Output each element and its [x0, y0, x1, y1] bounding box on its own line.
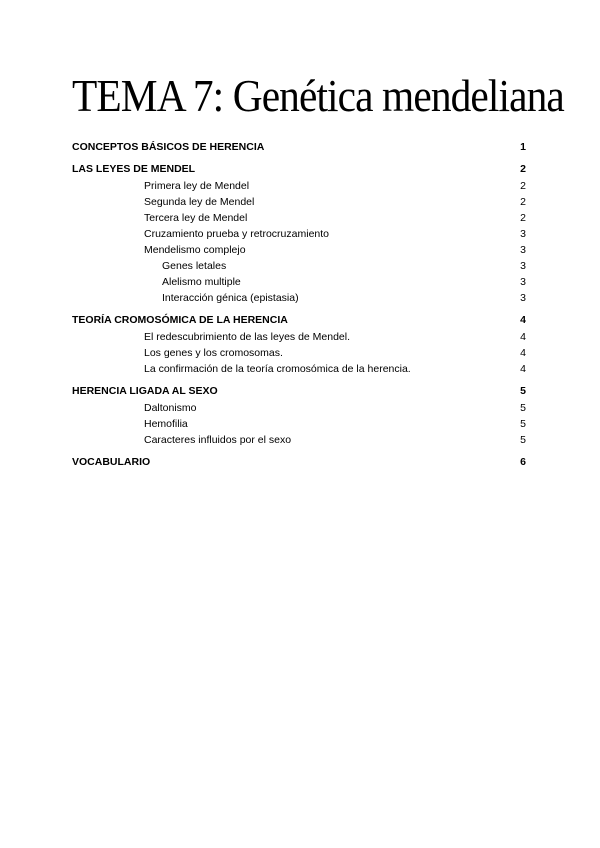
toc-entry[interactable]: [72, 345, 526, 361]
toc-page-number: 1: [520, 141, 526, 153]
toc-heading-label: TEORÍA CROMOSÓMICA DE LA HERENCIA: [72, 314, 288, 326]
toc-entry[interactable]: [72, 329, 526, 345]
toc-entry[interactable]: [72, 361, 526, 377]
toc-entry[interactable]: [72, 210, 526, 226]
toc-section-herencia-ligada: [72, 384, 526, 448]
toc-heading[interactable]: [72, 455, 526, 470]
toc-section-conceptos: [72, 140, 526, 155]
toc-page-number: 3: [520, 276, 526, 288]
toc-entry-label: Caracteres influidos por el sexo: [144, 434, 292, 446]
toc-page-number: 3: [520, 260, 526, 272]
toc-entry-label: Alelismo multiple: [162, 276, 241, 288]
toc-entry[interactable]: [72, 416, 526, 432]
toc-page-number: 6: [520, 456, 526, 468]
toc-subentry[interactable]: [72, 274, 526, 290]
toc-entry-label: Segunda ley de Mendel: [144, 196, 255, 208]
toc-entry-label: Tercera ley de Mendel: [144, 212, 248, 224]
toc-entry[interactable]: [72, 432, 526, 448]
table-of-contents: [72, 140, 526, 477]
toc-entry[interactable]: [72, 226, 526, 242]
toc-page-number: 2: [520, 212, 526, 224]
toc-entry-label: Genes letales: [162, 260, 227, 272]
toc-page-number: 4: [520, 347, 526, 359]
toc-page-number: 5: [520, 418, 526, 430]
toc-section-vocabulario: [72, 455, 526, 470]
toc-page-number: 4: [520, 314, 526, 326]
toc-page-number: 2: [520, 180, 526, 192]
toc-section-teoria-cromosomica: [72, 313, 526, 377]
toc-heading-label: LAS LEYES DE MENDEL: [72, 163, 196, 175]
toc-page-number: 5: [520, 434, 526, 446]
toc-page-number: 2: [520, 196, 526, 208]
toc-entry-label: Daltonismo: [144, 402, 197, 414]
toc-entry[interactable]: [72, 242, 526, 258]
toc-heading-label: HERENCIA LIGADA AL SEXO: [72, 385, 218, 397]
toc-page-number: 2: [520, 163, 526, 175]
toc-heading-label: CONCEPTOS BÁSICOS DE HERENCIA: [72, 141, 265, 153]
toc-entry[interactable]: [72, 178, 526, 194]
toc-page-number: 3: [520, 228, 526, 240]
toc-entry-label: Hemofilia: [144, 418, 188, 430]
toc-entry-label: La confirmación de la teoría cromosómica de la herencia.: [144, 363, 411, 375]
toc-section-leyes-mendel: [72, 162, 526, 306]
toc-heading[interactable]: [72, 140, 526, 155]
toc-heading-label: VOCABULARIO: [72, 456, 151, 468]
toc-subentry[interactable]: [72, 258, 526, 274]
toc-page-number: 5: [520, 385, 526, 397]
page-title: TEMA 7: Genética mendeliana: [72, 70, 564, 121]
toc-heading[interactable]: [72, 313, 526, 328]
toc-page-number: 4: [520, 363, 526, 375]
toc-entry-label: Cruzamiento prueba y retrocruzamiento: [144, 228, 330, 240]
toc-heading[interactable]: [72, 384, 526, 399]
toc-page-number: 3: [520, 244, 526, 256]
toc-entry-label: Primera ley de Mendel: [144, 180, 250, 192]
toc-heading[interactable]: [72, 162, 526, 177]
toc-entry-label: Los genes y los cromosomas.: [144, 347, 283, 359]
toc-entry-label: Mendelismo complejo: [144, 244, 246, 256]
toc-entry[interactable]: [72, 400, 526, 416]
toc-subentry[interactable]: [72, 290, 526, 306]
toc-entry[interactable]: [72, 194, 526, 210]
toc-page-number: 5: [520, 402, 526, 414]
toc-page-number: 3: [520, 292, 526, 304]
toc-entry-label: El redescubrimiento de las leyes de Mendel.: [144, 331, 351, 343]
toc-entry-label: Interacción génica (epistasia): [162, 292, 299, 304]
toc-page-number: 4: [520, 331, 526, 343]
